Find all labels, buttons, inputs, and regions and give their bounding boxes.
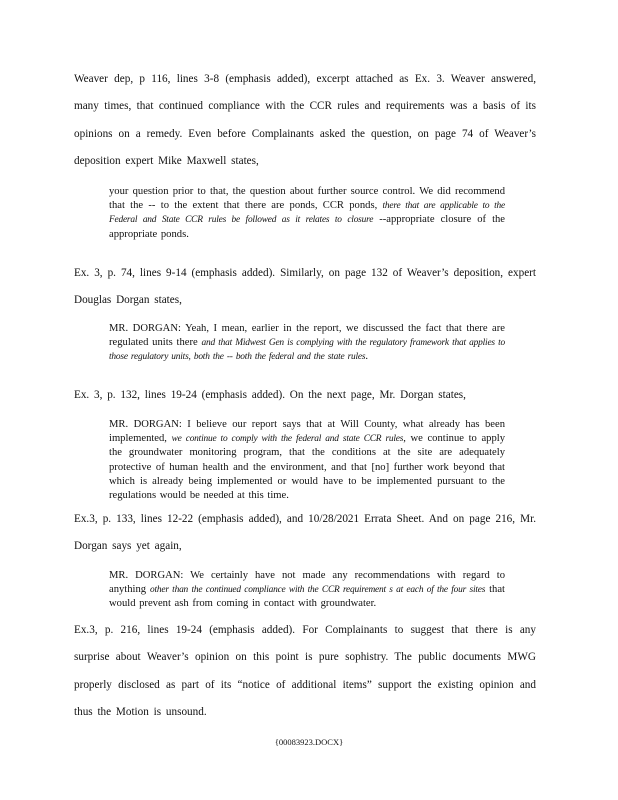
quote-text: MR. DORGAN: Yeah, I mean, earlier in the report, we discussed the fact that there are regulated units there — [109, 323, 505, 349]
quote-text: . — [365, 351, 368, 363]
block-quote — [109, 418, 505, 503]
quote-text: your question prior to that, the question about further source control. We did recommend that the -- to the extent that there are ponds, CCR ponds, — [109, 186, 505, 212]
quote-text: , we continue to apply the groundwater monitoring program, that the conditions at the site are adequately protective of human health and the environment, and that [no] further work beyond that which is already being implemented or would have to be implemented pursuant to the regulations would be needed at this time. — [109, 433, 505, 502]
block-quote — [109, 322, 505, 365]
quote-text: --appropriate closure of the appropriate ponds. — [109, 214, 506, 240]
body-paragraph: Ex. 3, p. 74, lines 9-14 (emphasis added). Similarly, on page 132 of Weaver’s deposition, expert Douglas Dorgan states, — [74, 267, 536, 307]
quote-emphasis: there that are applicable to the Federal and State CCR rules be followed as it relates to closure — [109, 201, 505, 226]
block-quote — [109, 185, 505, 242]
body-paragraph: Ex.3, p. 133, lines 12-22 (emphasis added), and 10/28/2021 Errata Sheet. And on page 216, Mr. Dorgan says yet again, — [74, 513, 536, 553]
body-paragraph: Ex.3, p. 216, lines 19-24 (emphasis added). For Complainants to suggest that there is any surprise about Weaver’s opinion on this point is pure sophistry. The public documents MWG properly disclosed as part of its “notice of additional items” support the existing opinion and thus the Motion is unsound. — [74, 624, 536, 718]
quote-text: MR. DORGAN: I believe our report says that at Will County, what already has been implemented, — [109, 419, 505, 445]
quote-text: MR. DORGAN: We certainly have not made any recommendations with regard to anything — [109, 570, 505, 596]
quote-emphasis: other than the continued compliance with the CCR requirement s at each of the four sites — [149, 585, 486, 596]
document-footer: {00083923.DOCX} — [274, 737, 344, 747]
quote-emphasis: we continue to comply with the federal and state CCR rules — [171, 434, 404, 445]
body-paragraph: Ex. 3, p. 132, lines 19-24 (emphasis added). On the next page, Mr. Dorgan states, — [74, 389, 466, 401]
block-quote — [109, 569, 505, 612]
quote-text: that would prevent ash from coming in contact with groundwater. — [109, 584, 505, 610]
body-paragraph: Weaver dep, p 116, lines 3-8 (emphasis added), excerpt attached as Ex. 3. Weaver answered, many times, that continued compliance with the CCR rules and requirements was a basis of its opinions on a remedy. Even before Complainants asked the question, on page 74 of Weaver’s deposition expert Mike Maxwell states, — [74, 73, 536, 167]
quote-emphasis: and that Midwest Gen is complying with the regulatory framework that applies to those regulatory units, both the -- both the federal and the state rules — [109, 338, 506, 363]
